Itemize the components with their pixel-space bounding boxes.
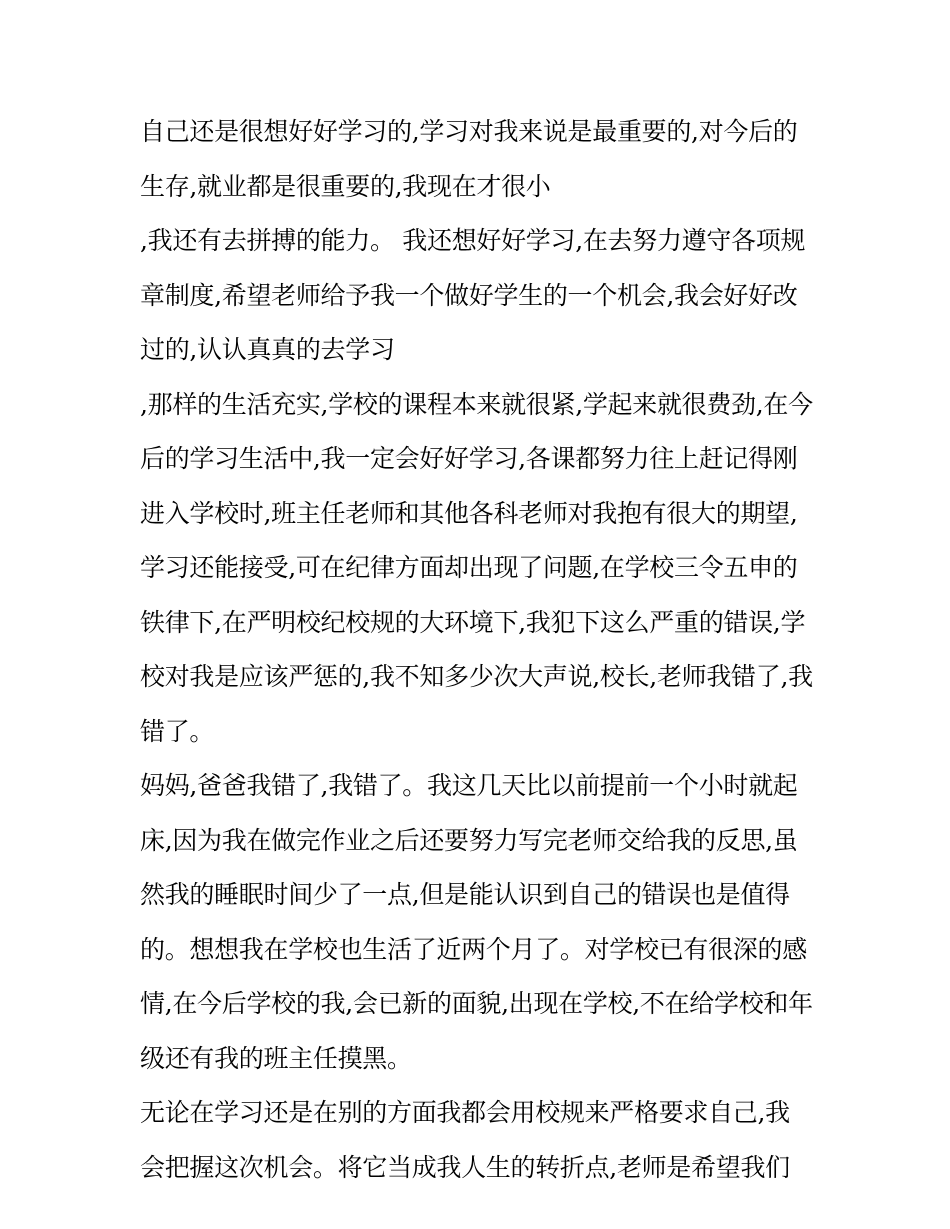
document-body: [140, 105, 830, 1195]
text-line: 错了。: [140, 716, 215, 746]
text-line: 校对我是应该严惩的,我不知多少次大声说,校长,老师我错了,我: [140, 662, 813, 691]
text-line: 生存,就业都是很重要的,我现在才很小: [140, 171, 551, 201]
text-line: 级还有我的班主任摸黑。: [140, 1043, 412, 1073]
text-line: ,那样的生活充实,学校的课程本来就很紧,学起来就很费劲,在今: [140, 389, 813, 419]
text-line: 铁律下,在严明校纪校规的大环境下,我犯下这么严重的错误,学: [140, 607, 806, 637]
text-line: 然我的睡眠时间少了一点,但是能认识到自己的错误也是值得: [140, 880, 790, 909]
text-line: 章制度,希望老师给予我一个做好学生的一个机会,我会好好改: [140, 280, 798, 310]
text-line: 会把握这次机会。将它当成我人生的转折点,老师是希望我们: [140, 1152, 790, 1182]
text-line: 进入学校时,班主任老师和其他各科老师对我抱有很大的期望,: [140, 498, 798, 528]
text-line: ,我还有去拼搏的能力。 我还想好好学习,在去努力遵守各项规: [140, 226, 806, 255]
text-line: 情,在今后学校的我,会已新的面貌,出现在学校,不在给学校和年: [140, 989, 813, 1018]
text-line: 妈妈,爸爸我错了,我错了。我这几天比以前提前一个小时就起: [140, 771, 798, 800]
text-line: 过的,认认真真的去学习: [140, 335, 395, 364]
text-line: 后的学习生活中,我一定会好好学习,各课都努力往上赶记得刚: [140, 444, 798, 473]
text-line: 无论在学习还是在别的方面我都会用校规来严格要求自己,我: [140, 1098, 790, 1127]
text-line: 的。想想我在学校也生活了近两个月了。对学校已有很深的感: [140, 934, 807, 964]
text-line: 床,因为我在做完作业之后还要努力写完老师交给我的反思,虽: [140, 825, 798, 855]
text-line: 学习还能接受,可在纪律方面却出现了问题,在学校三令五申的: [140, 553, 798, 582]
text-line: 自己还是很想好好学习的,学习对我来说是最重要的,对今后的: [140, 117, 798, 146]
